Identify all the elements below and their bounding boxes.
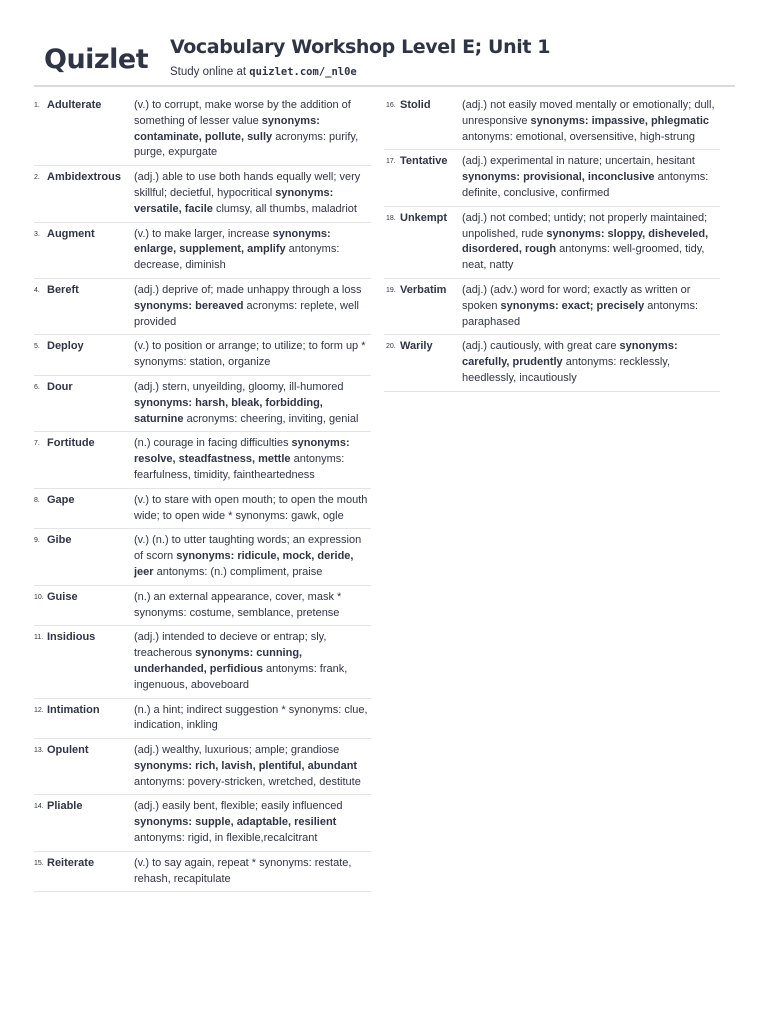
- definition-synonyms: synonyms: rich, lavish, plentiful, abundant: [134, 759, 358, 772]
- entry-term: Gape: [47, 493, 75, 506]
- entry-term: Unkempt: [400, 211, 448, 224]
- entry-definition: [462, 211, 720, 274]
- definition-synonyms: synonyms: harsh, bleak, forbidding, saturnine: [134, 396, 323, 425]
- entry-term: Adulterate: [47, 99, 102, 111]
- entry-term: Opulent: [47, 744, 89, 757]
- entry-definition: [134, 799, 371, 846]
- entry-definition: [134, 630, 371, 693]
- definition-text: (v.) to make larger, increase: [134, 227, 273, 240]
- subtitle-prefix: Study online at: [170, 66, 250, 78]
- definition-text: antonyms: definite, conclusive, confirmed: [462, 171, 709, 199]
- definition-text: antonyms: frank, ingenuous, aboveboard: [134, 662, 348, 691]
- entry-definition: [134, 533, 371, 580]
- vocab-entry: [384, 207, 720, 279]
- vocab-entry: [34, 335, 371, 376]
- entry-number: 7.: [34, 440, 40, 448]
- entry-definition: [134, 339, 371, 371]
- definition-text: antonyms: emotional, oversensitive, high-strung: [462, 130, 695, 143]
- definition-synonyms: synonyms: resolve, steadfastness, mettle: [134, 437, 350, 466]
- entry-definition: [134, 170, 371, 217]
- vocab-entry: [384, 335, 720, 391]
- entry-definition: [134, 436, 371, 483]
- definition-text: antonyms: well-groomed, tidy, neat, natty: [462, 243, 705, 272]
- entry-definition: [134, 856, 371, 888]
- definition-text: antonyms: recklessly, heedlessly, incautiously: [462, 356, 671, 384]
- definition-text: (adj.) not combed; untidy; not properly maintained; unpolished, rude: [462, 211, 708, 240]
- definition-synonyms: synonyms: contaminate, pollute, sully: [134, 114, 320, 143]
- entry-term: Augment: [47, 227, 95, 240]
- entry-definition: [134, 743, 371, 790]
- vocab-entry: [34, 223, 371, 279]
- definition-synonyms: synonyms: exact; precisely: [500, 299, 645, 312]
- definition-text: (adj.) (adv.) word for word; exactly as written or spoken: [462, 283, 691, 312]
- definition-synonyms: synonyms: provisional, inconclusive: [462, 171, 655, 184]
- definition-text: (n.) an external appearance, cover, mask * synonyms: costume, semblance, pretense: [134, 590, 342, 619]
- page-subtitle: [170, 66, 357, 78]
- vocab-entry: [34, 489, 371, 530]
- definition-text: antonyms: paraphased: [462, 299, 699, 328]
- entry-definition: [134, 98, 371, 161]
- definition-text: (adj.) not easily moved mentally or emotionally; dull, unresponsive: [462, 99, 715, 127]
- entry-number: 16.: [386, 102, 396, 109]
- definition-text: acronyms: purify, purge, expurgate: [134, 130, 359, 159]
- definition-text: antonyms: fearfulness, timidity, faintheartedness: [134, 453, 345, 481]
- definition-text: (v.) to say again, repeat * synonyms: restate, rehash, recapitulate: [134, 856, 352, 885]
- definition-text: acronyms: replete, well provided: [134, 299, 359, 328]
- definition-text: (n.) courage in facing difficulties: [134, 437, 292, 450]
- right-column: [384, 94, 720, 392]
- entry-number: 17.: [386, 158, 396, 166]
- vocab-entry: [34, 626, 371, 698]
- entry-term: Verbatim: [400, 283, 447, 296]
- entry-number: 13.: [34, 747, 44, 755]
- study-url-link[interactable]: quizlet.com/_nl0e: [249, 66, 357, 78]
- definition-text: acronyms: cheering, inviting, genial: [183, 412, 359, 425]
- entry-term: Pliable: [47, 800, 83, 813]
- entry-number: 2.: [34, 174, 40, 182]
- definition-text: (v.) (n.) to utter taughting words; an expression of scorn: [134, 534, 362, 563]
- entry-definition: [134, 493, 371, 525]
- entry-definition: [134, 590, 371, 622]
- vocab-entry: [34, 166, 371, 222]
- entry-number: 11.: [34, 634, 44, 642]
- entry-number: 19.: [386, 286, 396, 294]
- definition-text: (n.) a hint; indirect suggestion * synonyms: clue, indication, inkling: [134, 703, 368, 732]
- left-column: [34, 94, 371, 892]
- entry-number: 6.: [34, 383, 40, 391]
- definition-text: antonyms: rigid, in flexible,recalcitrant: [134, 832, 318, 845]
- entry-number: 14.: [34, 803, 44, 811]
- definition-synonyms: synonyms: ridicule, mock, deride, jeer: [134, 550, 354, 578]
- entry-number: 1.: [34, 102, 40, 109]
- entry-term: Bereft: [47, 283, 79, 296]
- entry-definition: [134, 283, 371, 330]
- vocab-entry: [34, 94, 371, 166]
- definition-text: antonyms: decrease, diminish: [134, 243, 340, 272]
- vocab-entry: [34, 529, 371, 585]
- definition-synonyms: synonyms: versatile, facile: [134, 186, 334, 215]
- definition-text: (adj.) wealthy, luxurious; ample; grandiose: [134, 744, 340, 757]
- entry-term: Reiterate: [47, 856, 95, 869]
- entry-term: Warily: [400, 340, 433, 353]
- entry-number: 5.: [34, 343, 40, 351]
- entry-term: Ambidextrous: [47, 171, 121, 184]
- entry-definition: [134, 227, 371, 274]
- entry-term: Tentative: [400, 155, 448, 168]
- definition-text: clumsy, all thumbs, maladriot: [212, 202, 357, 215]
- definition-synonyms: synonyms: cunning, underhanded, perfidious: [134, 647, 303, 675]
- vocab-entry: [34, 432, 371, 488]
- entry-definition: [462, 339, 720, 386]
- entry-term: Guise: [47, 590, 78, 603]
- definition-text: antonyms: povery-stricken, wretched, destitute: [134, 775, 361, 788]
- entry-term: Gibe: [47, 534, 72, 547]
- definition-text: (adj.) easily bent, flexible; easily influenced: [134, 800, 343, 813]
- entry-definition: [462, 283, 720, 330]
- page-header: [34, 36, 734, 86]
- definition-synonyms: synonyms: carefully, prudently: [462, 340, 678, 369]
- vocab-entry: [34, 376, 371, 432]
- entry-number: 8.: [34, 496, 40, 504]
- entry-term: Intimation: [47, 703, 100, 716]
- vocab-entry: [34, 586, 371, 627]
- entry-definition: [462, 98, 720, 145]
- entry-number: 18.: [386, 214, 396, 222]
- vocab-entry: [34, 279, 371, 335]
- entry-number: 3.: [34, 230, 40, 238]
- page-title: Vocabulary Workshop Level E; Unit 1: [170, 36, 551, 58]
- definition-synonyms: synonyms: impassive, phlegmatic: [530, 114, 710, 127]
- entry-number: 20.: [386, 343, 396, 351]
- definition-synonyms: synonyms: supple, adaptable, resilient: [134, 816, 337, 829]
- entry-term: Fortitude: [47, 437, 95, 450]
- vocab-entry: [384, 279, 720, 335]
- quizlet-logo[interactable]: Quizlet: [44, 44, 149, 75]
- entry-number: 4.: [34, 286, 40, 294]
- vocab-entry: [34, 699, 371, 740]
- entry-term: Stolid: [400, 99, 431, 111]
- definition-text: (adj.) intended to decieve or entrap; sly, treacherous: [134, 631, 327, 660]
- entry-term: Insidious: [47, 631, 96, 644]
- definition-synonyms: synonyms: sloppy, disheveled, disordered, rough: [462, 227, 709, 256]
- entry-number: 15.: [34, 859, 44, 867]
- vocab-entry: [34, 739, 371, 795]
- vocab-entry: [384, 94, 720, 150]
- entry-number: 9.: [34, 537, 40, 545]
- definition-text: (adj.) experimental in nature; uncertain, hesitant: [462, 155, 695, 168]
- entry-term: Dour: [47, 380, 73, 393]
- vocab-entry: [34, 795, 371, 851]
- entry-term: Deploy: [47, 340, 84, 353]
- header-divider: [34, 85, 735, 87]
- definition-text: (adj.) cautiously, with great care: [462, 340, 620, 353]
- vocab-entry: [384, 150, 720, 206]
- entry-definition: [462, 154, 720, 201]
- definition-text: antonyms: (n.) compliment, praise: [153, 565, 323, 578]
- definition-text: (v.) to stare with open mouth; to open the mouth wide; to open wide * synonyms: gawk, ogle: [134, 493, 368, 522]
- definition-text: (v.) to position or arrange; to utilize; to form up * synonyms: station, organize: [134, 340, 366, 369]
- vocab-entry: [34, 852, 371, 893]
- definition-synonyms: synonyms: bereaved: [134, 299, 244, 312]
- entry-definition: [134, 380, 371, 427]
- definition-text: (adj.) able to use both hands equally well; very skillful; decietful, hypocritical: [134, 171, 361, 199]
- definition-text: (adj.) stern, unyeilding, gloomy, ill-humored: [134, 380, 344, 393]
- definition-text: (adj.) deprive of; made unhappy through a loss: [134, 283, 362, 296]
- definition-text: (v.) to corrupt, make worse by the addition of something of lesser value: [134, 99, 351, 127]
- entry-definition: [134, 703, 371, 735]
- definition-synonyms: synonyms: enlarge, supplement, amplify: [134, 227, 331, 256]
- entry-number: 10.: [34, 593, 44, 601]
- entry-number: 12.: [34, 706, 44, 714]
